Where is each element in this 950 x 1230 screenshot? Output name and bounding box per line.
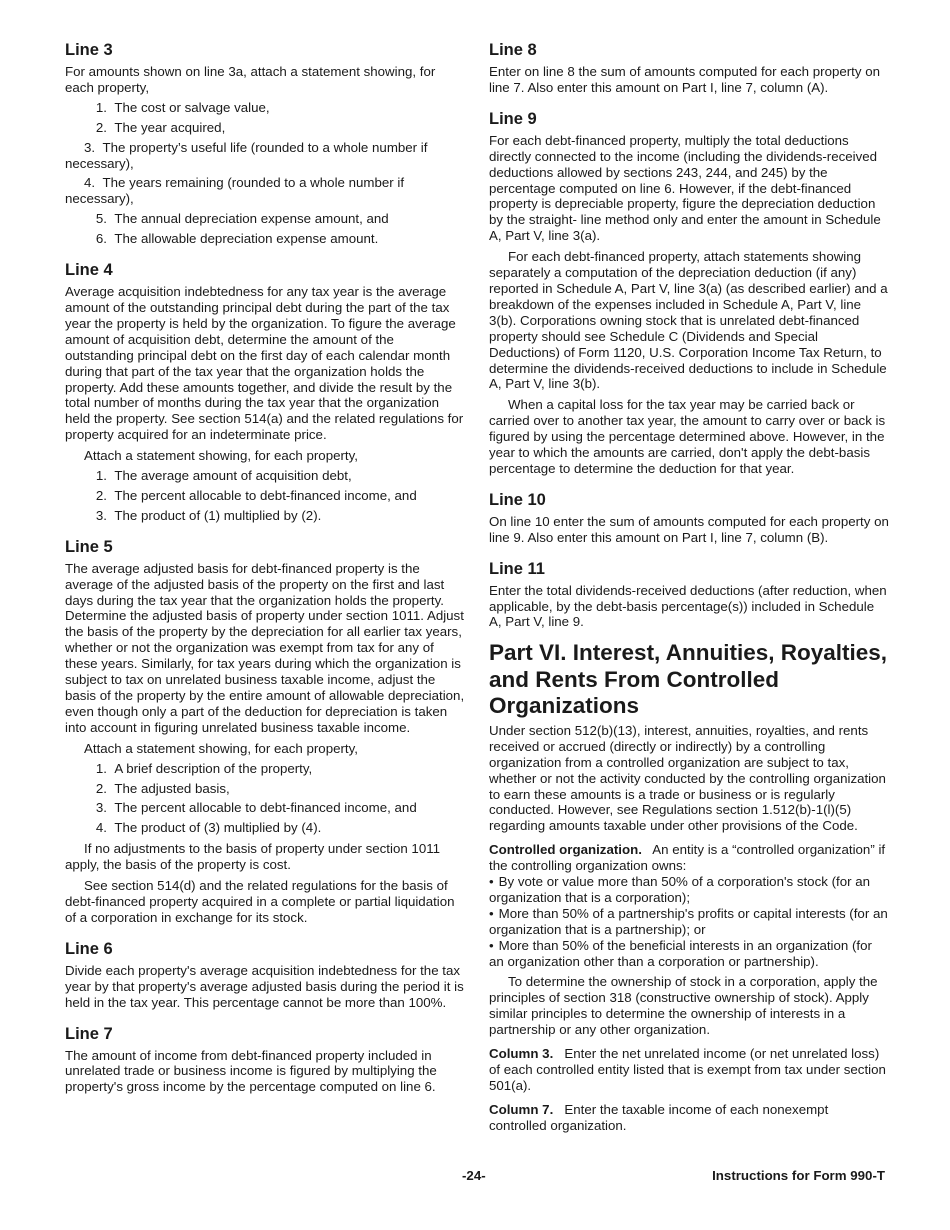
- line-7-body: The amount of income from debt-financed property included in unrelated trade or business income is figured by multiplying the property's gross income by the percentage computed on line 6.: [65, 1047, 437, 1095]
- bullet-icon: •: [489, 937, 494, 953]
- ownership-paragraph: To determine the ownership of stock in a corporation, apply the principles of section 318 (constructive ownership of stock). Apply similar principles to determine the ownership of interests in a partnership or any other organization.: [489, 974, 878, 1038]
- column-7-lead: Column 7.: [489, 1101, 554, 1117]
- line-6-heading: Line 6: [65, 939, 113, 958]
- section-line-3: [65, 40, 465, 247]
- bullet-icon: •: [489, 905, 494, 921]
- line-4-body: Average acquisition indebtedness for any tax year is the average amount of the outstanding principal debt during the part of the tax year the property is held by the organization. To figure the average amount of acquisition debt, determine the amount of the outstanding principal debt on the first day of each calendar month during that part of the tax year that the organization holds the property. Add these amounts together, and divide the result by the total number of months during the tax year that the organization held the property. See section 514(a) and the related regulations for property acquired for an indeterminate price.: [65, 284, 464, 443]
- left-column: [65, 40, 465, 1108]
- column-3-paragraph: Column 3. Enter the net unrelated income (or net unrelated loss) of each controlled entity listed that is exempt from tax under section 501(a).: [489, 1046, 886, 1093]
- list-item: 2. The adjusted basis,: [95, 780, 230, 796]
- line-9-p2: For each debt-financed property, attach statements showing separately a computation of the depreciation deduction (if any) reported in Schedule A, Part V, line 3(a) (as described earlier) and a breakdown of the expenses included in Schedule A, Part V, line 3(b). Corporations owning stock that is unrelated debt-financed property should see Schedule C (Dividends and Special Deductions) of Form 1120, U.S. Corporation Income Tax Return, to determine the dividends-received deductions to include in Schedule A, Part V, line 3(b).: [489, 249, 888, 392]
- controlled-organization-lead: Controlled organization.: [489, 842, 642, 858]
- line-8-heading: Line 8: [489, 41, 537, 59]
- list-item: • By vote or value more than 50% of a corporation's stock (for an organization that is a corporation);: [489, 874, 871, 905]
- page-footer: [0, 1168, 950, 1186]
- line-5-see-section: See section 514(d) and the related regulations for the basis of debt-financed property acquired in a complete or partial liquidation of a corporation in exchange for its stock.: [65, 878, 455, 925]
- section-line-6: [65, 939, 465, 1011]
- line-3-heading: Line 3: [65, 41, 113, 59]
- line-7-heading: Line 7: [65, 1024, 113, 1043]
- list-item: 3. The property’s useful life (rounded to a whole number if necessary),: [65, 139, 428, 171]
- line-8-body: Enter on line 8 the sum of amounts computed for each property on line 7. Also enter this amount on Part I, line 7, column (A).: [489, 64, 881, 95]
- list-item: 2. The percent allocable to debt-financed income, and: [95, 487, 417, 503]
- section-line-11: [489, 559, 889, 631]
- section-line-4: [65, 260, 465, 524]
- column-7-paragraph: Column 7. Enter the taxable income of each nonexempt controlled organization.: [489, 1101, 829, 1133]
- list-item: 1. A brief description of the property,: [95, 760, 313, 776]
- part-vi-body: Under section 512(b)(13), interest, annuities, royalties, and rents received or accrued (directly or indirectly) by a controlling organization from a controlled organization are subject to tax, whether or not the activity conducted by the controlling organization to earn these amounts is a trade or business or is regularly conducted. However, see Regulations section 1.512(b)-1(l)(5) regarding amounts taxable under other provisions of the Code.: [489, 722, 886, 834]
- line-9-p3: When a capital loss for the tax year may be carried back or carried over to another tax year, the amount to carry over or back is figured by using the percentage determined above. However, in the year to which the amounts are carried, don't apply the debt-basis percentage to determine the deduction for that year.: [489, 397, 886, 476]
- line-11-heading: Line 11: [489, 559, 545, 578]
- line-10-body: On line 10 enter the sum of amounts computed for each property on line 9. Also enter this amount on Part I, line 7, column (B).: [489, 513, 889, 545]
- line-5-body: The average adjusted basis for debt-financed property is the average of the adjusted basis of the property on the first and last days during the tax year that the organization holds the property. Determine the adjusted basis of property under section 1011. Adjust the basis of the property by the depreciation for all earlier tax years, whether or not the organization was exempt from tax for any of these years. Similarly, for tax years during which the organization is subject to tax on unrelated business taxable income, adjust the basis of the property by the entire amount of allowable depreciation, even though only a part of the deduction for depreciation is taken into account in figuring unrelated business taxable income.: [65, 560, 465, 735]
- list-item: 1. The average amount of acquisition debt,: [95, 468, 352, 484]
- list-item: 5. The annual depreciation expense amount, and: [95, 211, 389, 227]
- section-line-5: [65, 537, 465, 926]
- line-4-heading: Line 4: [65, 261, 113, 280]
- line-11-body: Enter the total dividends-received deductions (after reduction, when applicable, by the debt-basis percentage(s)) included in Schedule A, Part V, line 9.: [489, 582, 887, 630]
- line-3-intro: For amounts shown on line 3a, attach a statement showing, for each property,: [65, 64, 436, 95]
- controlled-organization-paragraph: Controlled organization. An entity is a “controlled organization” if the controlling organization owns:: [489, 842, 886, 874]
- line-6-body: Divide each property's average acquisition indebtedness for the tax year by that property's average adjusted basis during the period it is held in the tax year. This percentage cannot be more than 100%.: [65, 962, 464, 1010]
- section-line-9: [489, 109, 889, 477]
- section-part-vi: [489, 640, 889, 1133]
- list-item: 2. The year acquired,: [95, 119, 226, 135]
- bullet-icon: •: [489, 874, 494, 890]
- form-title: Instructions for Form 990-T: [712, 1168, 885, 1183]
- list-item: 1. The cost or salvage value,: [95, 99, 270, 115]
- line-9-heading: Line 9: [489, 109, 537, 128]
- list-item: 3. The product of (1) multiplied by (2).: [95, 507, 322, 523]
- section-line-7: [65, 1024, 465, 1096]
- list-item: • More than 50% of the beneficial interests in an organization (for an organization other than a corporation or partnership).: [489, 937, 872, 969]
- column-3-lead: Column 3.: [489, 1046, 554, 1062]
- line-10-heading: Line 10: [489, 490, 546, 509]
- section-line-8: [489, 40, 889, 96]
- list-item: 4. The product of (3) multiplied by (4).: [95, 820, 322, 836]
- line-4-attach: Attach a statement showing, for each property,: [84, 448, 358, 464]
- section-line-10: [489, 490, 889, 546]
- list-item: 6. The allowable depreciation expense amount.: [95, 231, 379, 247]
- list-item: 4. The years remaining (rounded to a whole number if necessary),: [65, 175, 405, 207]
- line-5-attach: Attach a statement showing, for each property,: [84, 740, 358, 756]
- part-vi-heading: Part VI. Interest, Annuities, Royalties, and Rents From Controlled Organizations: [489, 640, 888, 719]
- list-item: 3. The percent allocable to debt-financed income, and: [95, 800, 417, 816]
- right-column: [489, 40, 889, 1147]
- line-9-p1: For each debt-financed property, multiply the total deductions directly connected to the income (including the dividends-received deductions allowed by sections 243, 244, and 245) by the percentage computed on line 6. However, if the debt-financed property is depreciable property, figure the depreciation deduction by the straight- line method only and enter the amount in Schedule A, Part V, line 3(a).: [489, 132, 881, 244]
- page-number: -24-: [462, 1168, 486, 1183]
- line-5-heading: Line 5: [65, 537, 113, 556]
- line-5-no-adjustments: If no adjustments to the basis of property under section 1011 apply, the basis of the property is cost.: [65, 841, 441, 873]
- list-item: • More than 50% of a partnership's profits or capital interests (for an organization that is a partnership); or: [489, 905, 888, 937]
